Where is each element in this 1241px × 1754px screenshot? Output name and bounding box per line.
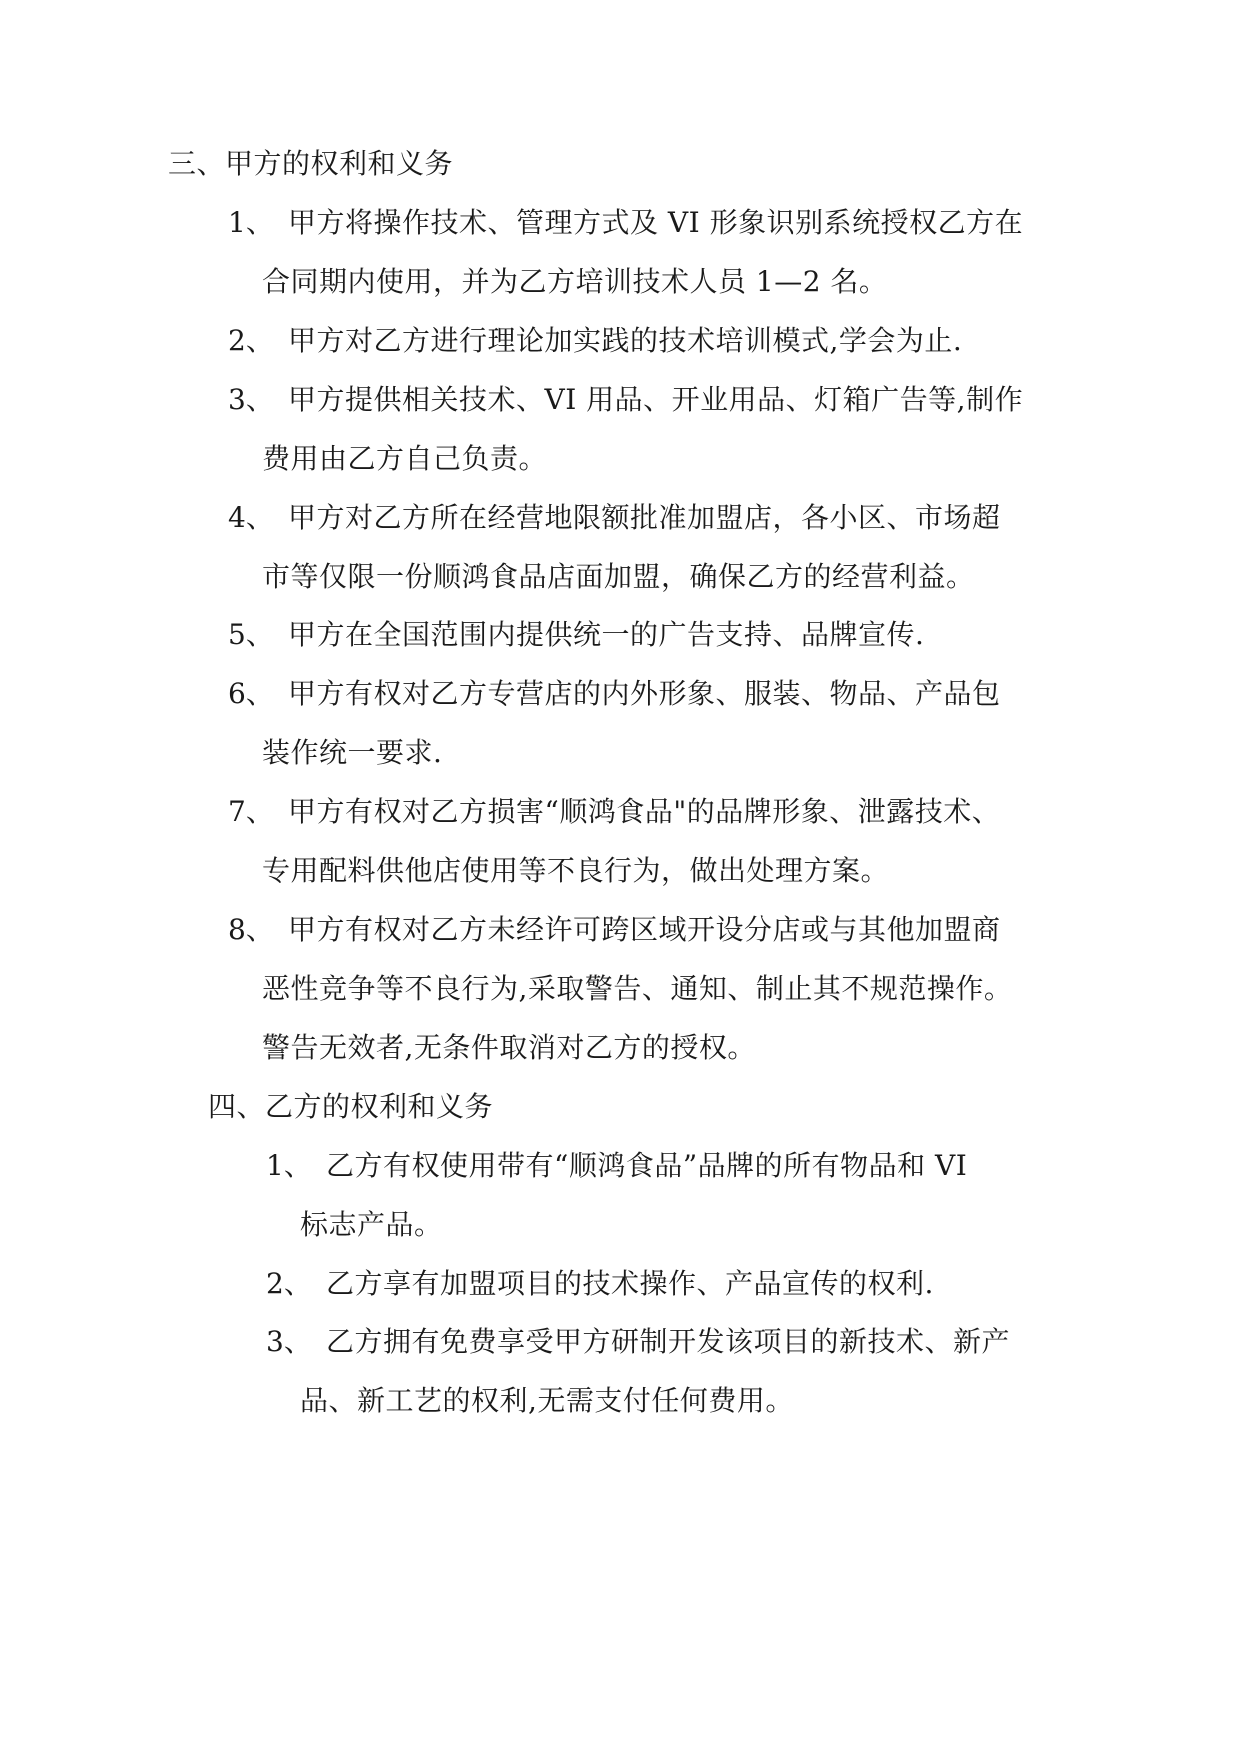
item-text-line: 甲方对乙方所在经营地限额批准加盟店，各小区、市场超 <box>288 501 1001 534</box>
item-text-line: 乙方有权使用带有“顺鸿食品”品牌的所有物品和 VI <box>326 1149 968 1182</box>
item-text-line: 甲方对乙方进行理论加实践的技术培训模式,学会为止. <box>288 324 963 357</box>
item-text-line: 乙方拥有免费享受甲方研制开发该项目的新技术、新产 <box>326 1325 1011 1358</box>
item-number: 6、 <box>228 677 274 710</box>
item-number: 5、 <box>228 618 274 651</box>
item-number: 1、 <box>266 1149 312 1182</box>
item-number: 8、 <box>228 913 274 946</box>
item-text-line: 甲方有权对乙方专营店的内外形象、服装、物品、产品包 <box>288 677 1001 710</box>
item-text-line: 装作统一要求. <box>262 736 443 769</box>
item-number: 2、 <box>228 324 274 357</box>
item-text-line: 专用配料供他店使用等不良行为，做出处理方案。 <box>262 854 890 887</box>
item-text-line: 甲方有权对乙方损害“顺鸿食品"的品牌形象、泄露技术、 <box>288 795 1001 828</box>
item-text-line: 合同期内使用，并为乙方培训技术人员 1—2 名。 <box>262 265 888 298</box>
section-heading-4: 四、乙方的权利和义务 <box>208 1090 494 1123</box>
item-text-line: 市等仅限一份顺鸿食品店面加盟，确保乙方的经营利益。 <box>262 560 975 593</box>
section-heading-3: 三、甲方的权利和义务 <box>168 147 454 180</box>
item-number: 7、 <box>228 795 274 828</box>
item-text-line: 标志产品。 <box>300 1208 443 1241</box>
item-text-line: 甲方将操作技术、管理方式及 VI 形象识别系统授权乙方在 <box>288 206 1024 239</box>
item-number: 2、 <box>266 1267 312 1300</box>
item-text-line: 甲方有权对乙方未经许可跨区域开设分店或与其他加盟商 <box>288 913 1001 946</box>
item-number: 3、 <box>228 383 274 416</box>
item-text-line: 恶性竞争等不良行为,采取警告、通知、制止其不规范操作。 <box>262 972 1013 1005</box>
item-number: 3、 <box>266 1325 312 1358</box>
item-text-line: 甲方在全国范围内提供统一的广告支持、品牌宣传. <box>288 618 925 651</box>
item-number: 4、 <box>228 501 274 534</box>
item-text-line: 费用由乙方自己负责。 <box>262 442 548 475</box>
item-text-line: 品、新工艺的权利,无需支付任何费用。 <box>300 1384 794 1417</box>
item-text-line: 乙方享有加盟项目的技术操作、产品宣传的权利. <box>326 1267 934 1300</box>
item-number: 1、 <box>228 206 274 239</box>
item-text-line: 警告无效者,无条件取消对乙方的授权。 <box>262 1031 756 1064</box>
item-text-line: 甲方提供相关技术、VI 用品、开业用品、灯箱广告等,制作 <box>288 383 1024 416</box>
